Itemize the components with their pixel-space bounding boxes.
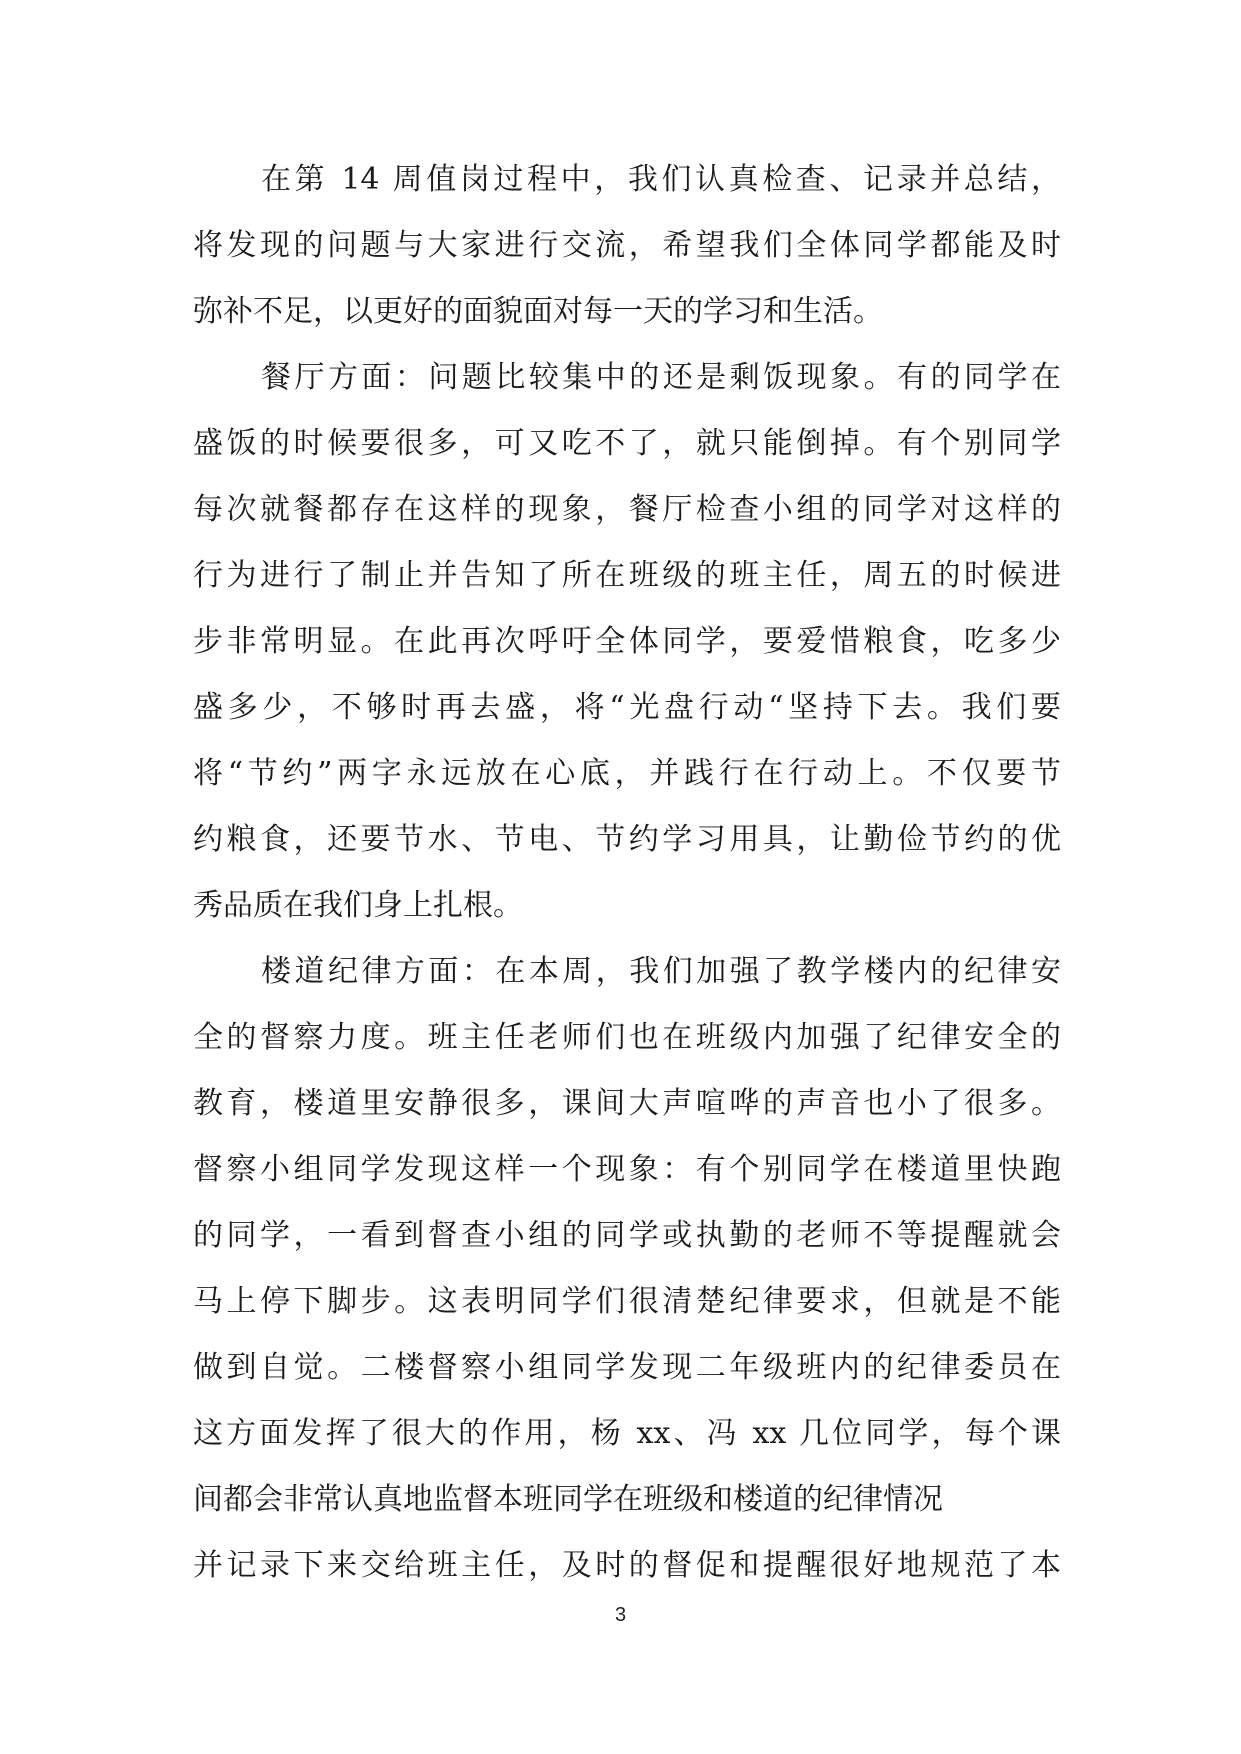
text-line: 全的督察力度。班主任老师们也在班级内加强了纪律安全的	[193, 1020, 1061, 1055]
body-text	[193, 160, 1061, 1612]
text-line: 教育，楼道里安静很多，课间大声喧哗的声音也小了很多。	[193, 1086, 1061, 1121]
text-line: 楼道纪律方面：在本周，我们加强了教学楼内的纪律安	[261, 954, 1061, 989]
text-line: 马上停下脚步。这表明同学们很清楚纪律要求，但就是不能	[193, 1284, 1061, 1319]
page-number: 3	[614, 1604, 627, 1626]
text-line: 秀品质在我们身上扎根。	[193, 888, 523, 923]
text-line: 餐厅方面：问题比较集中的还是剩饭现象。有的同学在	[261, 360, 1061, 395]
text-line: 并记录下来交给班主任，及时的督促和提醒很好地规范了本	[193, 1548, 1061, 1583]
text-line: 每次就餐都存在这样的现象，餐厅检查小组的同学对这样的	[193, 492, 1061, 527]
text-line: 这方面发挥了很大的作用，杨 xx、冯 xx 几位同学，每个课	[193, 1416, 1061, 1451]
text-line: 督察小组同学发现这样一个现象：有个别同学在楼道里快跑	[193, 1152, 1061, 1187]
text-line: 将发现的问题与大家进行交流，希望我们全体同学都能及时	[193, 228, 1061, 263]
text-line: 盛多少，不够时再去盛，将“光盘行动“坚持下去。我们要	[193, 690, 1061, 725]
text-line: 盛饭的时候要很多，可又吃不了，就只能倒掉。有个别同学	[193, 426, 1061, 461]
text-line: 的同学，一看到督查小组的同学或执勤的老师不等提醒就会	[193, 1218, 1061, 1253]
text-line: 做到自觉。二楼督察小组同学发现二年级班内的纪律委员在	[193, 1350, 1061, 1385]
text-line: 弥补不足，以更好的面貌面对每一天的学习和生活。	[193, 294, 883, 329]
text-line: 间都会非常认真地监督本班同学在班级和楼道的纪律情况	[193, 1482, 943, 1517]
text-line: 将“节约”两字永远放在心底，并践行在行动上。不仅要节	[193, 756, 1061, 791]
text-line: 步非常明显。在此再次呼吁全体同学，要爱惜粮食，吃多少	[193, 624, 1061, 659]
text-line: 行为进行了制止并告知了所在班级的班主任，周五的时候进	[193, 558, 1061, 593]
text-line: 在第 14 周值岗过程中，我们认真检查、记录并总结，	[261, 162, 1061, 197]
text-line: 约粮食，还要节水、节电、节约学习用具，让勤俭节约的优	[193, 822, 1061, 857]
